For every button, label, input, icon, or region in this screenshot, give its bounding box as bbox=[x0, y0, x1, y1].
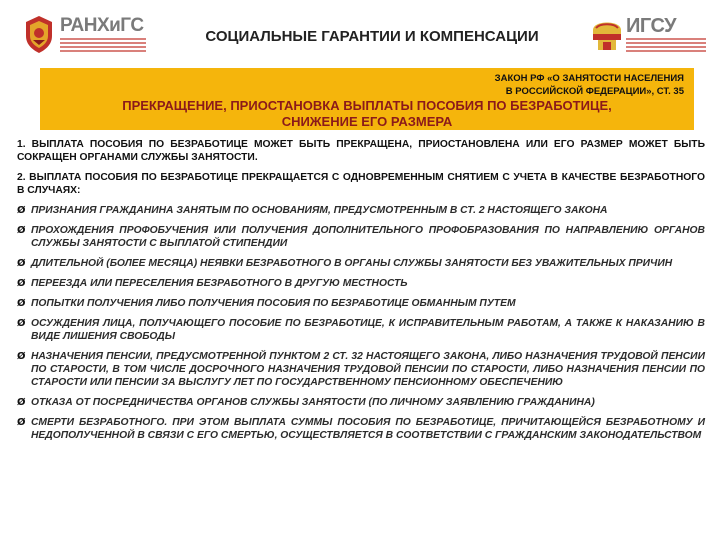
page-title: СОЦИАЛЬНЫЕ ГАРАНТИИ И КОМПЕНСАЦИИ bbox=[205, 28, 539, 45]
arrow-bullet-icon: Ø bbox=[17, 225, 26, 236]
list-item-text: СМЕРТИ БЕЗРАБОТНОГО. ПРИ ЭТОМ ВЫПЛАТА СУММЫ ПОСОБИЯ ПО БЕЗРАБОТИЦЕ, ПРИЧИТАЮЩЕЙСЯ БЕЗРАБОТНОМУ И НЕДОПОЛУЧЕННОЙ В СВЯЗИ С ЕГО СМЕРТЬЮ, ОСУЩЕСТВЛЯЕТСЯ В СООТВЕТСТВИИ С ГРАЖДАНСКИМ ЗАКОНОДАТЕЛЬСТВОМ bbox=[31, 417, 705, 441]
list-item-text: ПРОХОЖДЕНИЯ ПРОФОБУЧЕНИЯ ИЛИ ПОЛУЧЕНИЯ ДОПОЛНИТЕЛЬНОГО ПРОФОБРАЗОВАНИЯ ПО НАПРАВЛЕНИЮ ОРГАНОВ СЛУЖБЫ ЗАНЯТОСТИ С ВЫПЛАТОЙ СТИПЕНДИИ bbox=[31, 225, 705, 249]
arrow-bullet-icon: Ø bbox=[17, 278, 26, 289]
list-item-text: ОТКАЗА ОТ ПОСРЕДНИЧЕСТВА ОРГАНОВ СЛУЖБЫ ЗАНЯТОСТИ (ПО ЛИЧНОМУ ЗАЯВЛЕНИЮ ГРАЖДАНИНА) bbox=[31, 397, 595, 408]
list-item bbox=[17, 224, 705, 250]
list-item-text: ПЕРЕЕЗДА ИЛИ ПЕРЕСЕЛЕНИЯ БЕЗРАБОТНОГО В ДРУГУЮ МЕСТНОСТЬ bbox=[31, 278, 408, 289]
list-item bbox=[17, 204, 705, 217]
cases-list bbox=[17, 204, 705, 442]
igsu-logo bbox=[590, 14, 708, 54]
arrow-bullet-icon: Ø bbox=[17, 205, 26, 216]
igsu-logo-name: ИГСУ bbox=[626, 15, 677, 37]
list-item bbox=[17, 317, 705, 343]
ranepa-logo-caption bbox=[60, 38, 146, 54]
paragraph-1: 1. ВЫПЛАТА ПОСОБИЯ ПО БЕЗРАБОТИЦЕ МОЖЕТ БЫТЬ ПРЕКРАЩЕНА, ПРИОСТАНОВЛЕНА ИЛИ ЕГО РАЗМЕР МОЖЕТ БЫТЬ СОКРАЩЕН ОРГАНАМИ СЛУЖБЫ ЗАНЯТОСТИ. bbox=[17, 139, 705, 163]
emblem-icon bbox=[22, 14, 56, 54]
list-item bbox=[17, 257, 705, 270]
list-item-text: ПОПЫТКИ ПОЛУЧЕНИЯ ЛИБО ПОЛУЧЕНИЯ ПОСОБИЯ ПО БЕЗРАБОТИЦЕ ОБМАННЫМ ПУТЕМ bbox=[31, 298, 516, 309]
law-reference bbox=[495, 72, 684, 98]
arrow-bullet-icon: Ø bbox=[17, 258, 26, 269]
section-title bbox=[40, 98, 694, 130]
list-item bbox=[17, 277, 705, 290]
law-reference-line2: В РОССИЙСКОЙ ФЕДЕРАЦИИ», СТ. 35 bbox=[505, 86, 684, 97]
section-title-line1: ПРЕКРАЩЕНИЕ, ПРИОСТАНОВКА ВЫПЛАТЫ ПОСОБИЯ ПО БЕЗРАБОТИЦЕ, bbox=[122, 98, 612, 113]
main-content bbox=[17, 138, 705, 449]
ranepa-logo bbox=[22, 14, 150, 54]
arrow-bullet-icon: Ø bbox=[17, 351, 26, 362]
arrow-bullet-icon: Ø bbox=[17, 318, 26, 329]
list-item bbox=[17, 297, 705, 310]
list-item bbox=[17, 416, 705, 442]
title-banner bbox=[40, 68, 694, 130]
list-item bbox=[17, 350, 705, 389]
paragraph-2: 2. ВЫПЛАТА ПОСОБИЯ ПО БЕЗРАБОТИЦЕ ПРЕКРАЩАЕТСЯ С ОДНОВРЕМЕННЫМ СНЯТИЕМ С УЧЕТА В КАЧЕСТВЕ БЕЗРАБОТНОГО В СЛУЧАЯХ: bbox=[17, 172, 705, 196]
list-item-text: ОСУЖДЕНИЯ ЛИЦА, ПОЛУЧАЮЩЕГО ПОСОБИЕ ПО БЕЗРАБОТИЦЕ, К ИСПРАВИТЕЛЬНЫМ РАБОТАМ, А ТАКЖЕ К НАКАЗАНИЮ В ВИДЕ ЛИШЕНИЯ СВОБОДЫ bbox=[31, 318, 705, 342]
header bbox=[0, 0, 720, 64]
arrow-bullet-icon: Ø bbox=[17, 417, 26, 428]
list-item-text: НАЗНАЧЕНИЯ ПЕНСИИ, ПРЕДУСМОТРЕННОЙ ПУНКТОМ 2 СТ. 32 НАСТОЯЩЕГО ЗАКОНА, ЛИБО НАЗНАЧЕНИЯ ТРУДОВОЙ ПЕНСИИ ПО СТАРОСТИ, В ТОМ ЧИСЛЕ ДОСРОЧНОГО НАЗНАЧЕНИЯ ТРУДОВОЙ ПЕНСИИ ПО СТАРОСТИ, ЛИБО НАЗНАЧЕНИЯ ПЕНСИИ ПО СТАРОСТИ ИЛИ ПЕНСИИ ЗА ВЫСЛУГУ ЛЕТ ПО ГОСУДАРСТВЕННОМУ ПЕНСИОННОМУ ОБЕСПЕЧЕНИЮ bbox=[31, 351, 705, 388]
ranepa-logo-name: РАНХиГС bbox=[60, 15, 144, 36]
emblem-icon bbox=[590, 14, 624, 54]
arrow-bullet-icon: Ø bbox=[17, 298, 26, 309]
section-title-line2: СНИЖЕНИЕ ЕГО РАЗМЕРА bbox=[281, 114, 453, 129]
law-reference-line1: ЗАКОН РФ «О ЗАНЯТОСТИ НАСЕЛЕНИЯ bbox=[494, 73, 684, 84]
list-item-text: ПРИЗНАНИЯ ГРАЖДАНИНА ЗАНЯТЫМ ПО ОСНОВАНИЯМ, ПРЕДУСМОТРЕННЫМ В СТ. 2 НАСТОЯЩЕГО ЗАКОНА bbox=[31, 205, 608, 216]
arrow-bullet-icon: Ø bbox=[17, 397, 26, 408]
list-item bbox=[17, 396, 705, 409]
list-item-text: ДЛИТЕЛЬНОЙ (БОЛЕЕ МЕСЯЦА) НЕЯВКИ БЕЗРАБОТНОГО В ОРГАНЫ СЛУЖБЫ ЗАНЯТОСТИ БЕЗ УВАЖИТЕЛЬНЫХ ПРИЧИН bbox=[31, 258, 673, 269]
igsu-logo-caption bbox=[626, 38, 706, 54]
